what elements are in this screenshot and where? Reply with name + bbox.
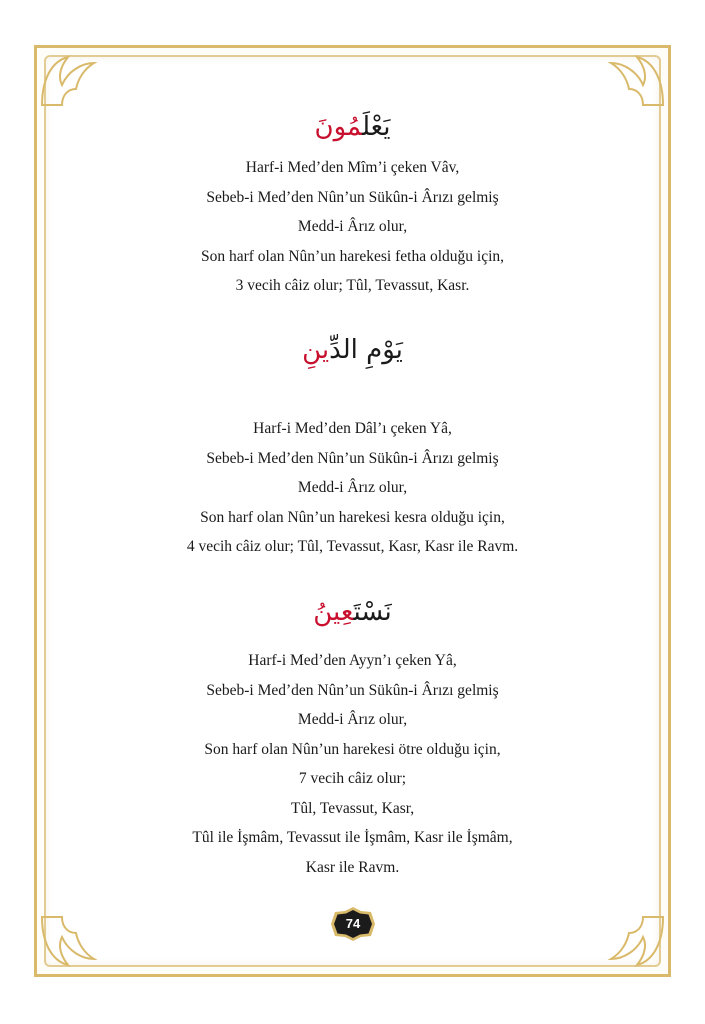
corner-ornament-bottom-left xyxy=(38,913,98,973)
explanation-line: 4 vecih câiz olur; Tûl, Tevassut, Kasr, Kasr ile Ravm. xyxy=(186,538,519,555)
arabic-word xyxy=(60,592,645,632)
page-number: 74 xyxy=(345,916,361,931)
explanation-line: Medd-i Ârız olur, xyxy=(297,218,408,235)
explanation-line: Son harf olan Nûn’un harekesi kesra olduğu için, xyxy=(200,508,505,526)
explanation-line: Sebeb-i Med’den Nûn’un Sükûn-i Ârızı gelmiş xyxy=(206,449,499,467)
explanation-line: Kasr ile Ravm. xyxy=(305,858,400,876)
explanation-line: Sebeb-i Med’den Nûn’un Sükûn-i Ârızı gelmiş xyxy=(206,188,499,206)
corner-ornament-bottom-right xyxy=(607,913,667,973)
corner-ornament-top-right xyxy=(607,49,667,109)
section-yalamun xyxy=(60,107,645,301)
explanation-line: 3 vecih câiz olur; Tûl, Tevassut, Kasr. xyxy=(235,277,470,294)
arabic-word xyxy=(60,107,645,147)
corner-ornament-top-left xyxy=(38,49,98,109)
explanation-line: Harf-i Med’den Dâl’ı çeken Yâ, xyxy=(253,420,452,437)
explanation-line: Harf-i Med’den Ayyn’ı çeken Yâ, xyxy=(248,652,457,669)
section-yevmiddin xyxy=(60,330,645,562)
arabic-word-highlight: ِينِ xyxy=(302,335,330,365)
arabic-word-base: نَسْتَ xyxy=(353,597,392,627)
section-nestain xyxy=(60,592,645,882)
explanation-line: Son harf olan Nûn’un harekesi fetha olduğu için, xyxy=(200,247,505,265)
explanation-line: Medd-i Ârız olur, xyxy=(297,711,408,728)
explanation-line: Harf-i Med’den Mîm’i çeken Vâv, xyxy=(245,159,460,176)
arabic-word xyxy=(60,330,645,370)
explanation-line: Tûl ile İşmâm, Tevassut ile İşmâm, Kasr ile İşmâm, xyxy=(192,829,513,846)
explanation-line: Sebeb-i Med’den Nûn’un Sükûn-i Ârızı gelmiş xyxy=(206,681,499,699)
arabic-word-base: يَوْمِ الدّ xyxy=(329,335,403,365)
explanation-line: 7 vecih câiz olur; xyxy=(298,770,407,787)
explanation-line: Medd-i Ârız olur, xyxy=(297,479,408,496)
arabic-word-highlight: مُونَ xyxy=(314,112,363,142)
arabic-word-base: يَعْلَ xyxy=(362,112,391,142)
arabic-word-highlight: عِينُ xyxy=(313,597,354,627)
explanation-line: Son harf olan Nûn’un harekesi ötre olduğu için, xyxy=(204,740,501,758)
explanation-line: Tûl, Tevassut, Kasr, xyxy=(290,799,415,817)
